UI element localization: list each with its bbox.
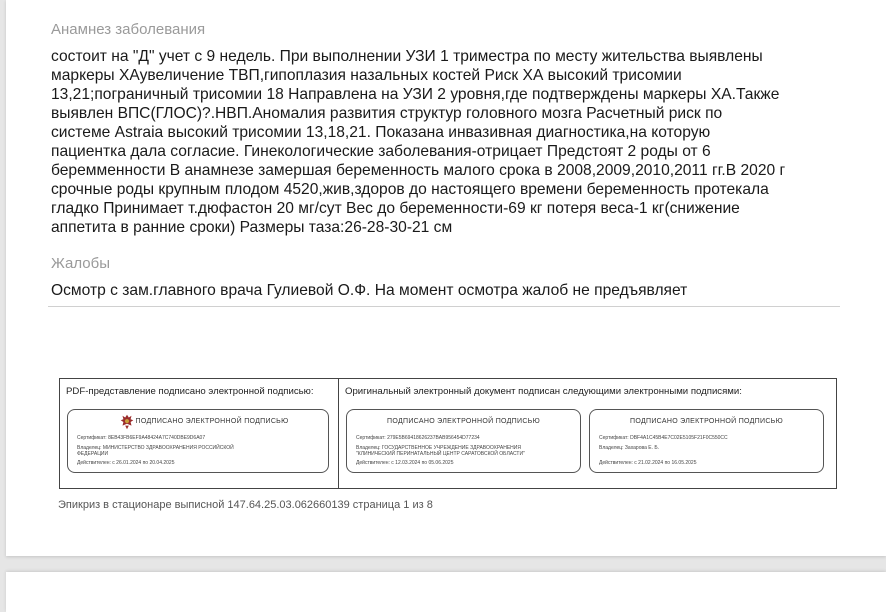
stamp-validity: Действителен: с 26.01.2024 по 20.04.2025 (77, 460, 175, 466)
complaints-title: Жалобы (51, 255, 110, 272)
anamnesis-title: Анамнез заболевания (51, 21, 206, 38)
stamp-owner: Владелец: МИНИСТЕРСТВО ЗДРАВООХРАНЕНИЯ РОССИЙСКОЙ ФЕДЕРАЦИИ (77, 445, 234, 457)
stamp-validity: Действителен: с 21.02.2024 по 16.05.2025 (599, 460, 697, 466)
document-page (6, 0, 886, 556)
stamp-certificate: Сертификат: 8EB43FB6EF9A48424A7C740DBE9D6A07 (77, 435, 206, 441)
signature-stamp (346, 409, 581, 473)
signature-original-column (339, 379, 836, 488)
stamp-title: ПОДПИСАНО ЭЛЕКТРОННОЙ ПОДПИСЬЮ (135, 418, 289, 425)
signature-pdf-column (60, 379, 339, 488)
stamp-validity: Действителен: с 12.03.2024 по 05.06.2025 (356, 460, 454, 466)
stamp-owner: Владелец: Захарова Е. Б. (599, 445, 660, 451)
signature-stamp (67, 409, 329, 473)
original-signature-header: Оригинальный электронный документ подписан следующими электронными подписями: (345, 386, 742, 397)
next-page (6, 572, 886, 612)
signature-block (59, 378, 837, 489)
stamp-certificate: Сертификат: DBF4A1C45B4E7C02E5105F21F0C550CC (599, 435, 728, 441)
divider (48, 306, 840, 307)
stamp-owner: Владелец: ГОСУДАРСТВЕННОЕ УЧРЕЖДЕНИЕ ЗДРАВООХРАНЕНИЯ "КЛИНИЧЕСКИЙ ПЕРИНАТАЛЬНЫЙ ЦЕНТР САРАТОВСКОЙ ОБЛАСТИ" (356, 445, 525, 457)
complaints-text: Осмотр с зам.главного врача Гулиевой О.Ф. На момент осмотра жалоб не предъявляет (51, 282, 688, 299)
page-footer: Эпикриз в стационаре выписной 147.64.25.03.062660139 страница 1 из 8 (58, 499, 433, 511)
stamp-title: ПОДПИСАНО ЭЛЕКТРОННОЙ ПОДПИСЬЮ (630, 418, 783, 425)
pdf-signature-header: PDF-представление подписано электронной подписью: (66, 386, 314, 397)
stamp-title: ПОДПИСАНО ЭЛЕКТРОННОЙ ПОДПИСЬЮ (387, 418, 540, 425)
signature-stamp (589, 409, 824, 473)
stamp-certificate: Сертификат: 279E5B69418626237BAB956454D77234 (356, 435, 480, 441)
anamnesis-text: состоит на "Д" учет с 9 недель. При выполнении УЗИ 1 триместра по месту жительства выявлены маркеры ХАувеличение ТВП,гипоплазия назальных костей Риск ХА высокий трисомии 13,21;пограничный трисомии 18 Направлена на УЗИ 2 уровня,где подтверждены маркеры ХА.Также выявлен ВПС(ГЛОС)?.НВП.Аномалия развития структур головного мозга Расчетный риск по системе Astraia высокий трисомии 13,18,21. Показана инвазивная диагностика,на которую пациентка дала согласие. Гинекологические заболевания-отрицает Предстоят 2 роды от 6 беремменности В анамнезе замершая беременность малого срока в 2008,2009,2010,2011 гг.В 2020 г срочные роды крупным плодом 4520,жив,здоров до настоящего времени беременность протекала гладко Принимает т.дюфастон 20 мг/сут Вес до беременности-69 кг потеря веса-1 кг(снижение аппетита в ранние сроки) Размеры таза:26-28-30-21 см (51, 48, 786, 236)
